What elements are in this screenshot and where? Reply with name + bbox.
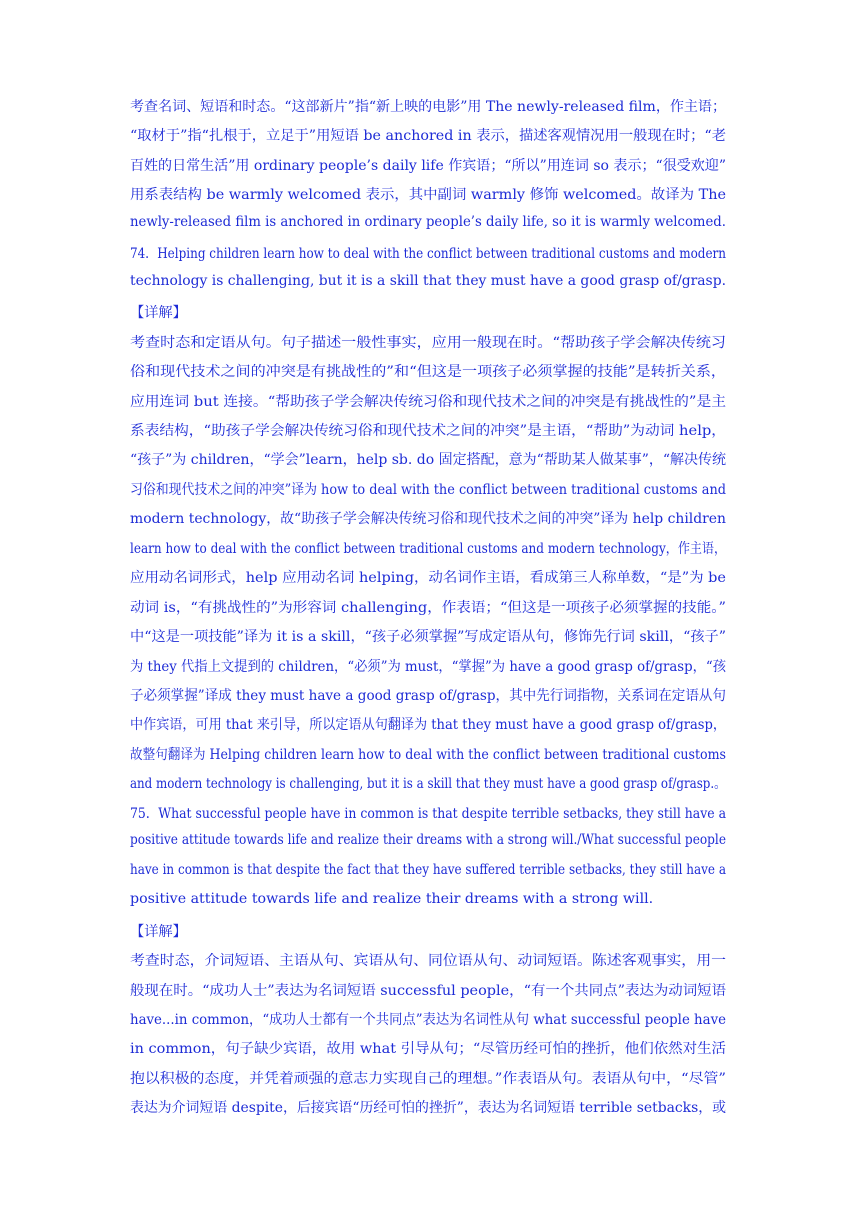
text-line: 百姓的日常生活”用 ordinary people’s daily life 作宾语；“所以”用连词 so 表示；“很受欢迎” [130,157,726,174]
text-line: 中“这是一项技能”译为 it is a skill，“孩子必须掌握”写成定语从句，修饰先行词 skill，“孩子” [130,629,726,646]
text-line: 【详解】 [130,923,187,940]
text-line: 应用连词 but 连接。“帮助孩子学会解决传统习俗和现代技术之间的冲突是有挑战性的”是主 [130,393,726,410]
text-line: 【详解】 [130,305,187,322]
text-line: 般现在时。“成功人士”表达为名词短语 successful people，“有一个共同点”表达为动词短语 [130,982,726,999]
text-line: have...in common，“成功人士都有一个共同点”表达为名词性从句 what successful people have [130,1011,726,1028]
text-line: 74．Helping children learn how to deal with the conflict between traditional customs and modern [130,246,726,263]
text-line: 习俗和现代技术之间的冲突”译为 how to deal with the conflict between traditional customs and [130,481,726,498]
text-line: “取材于”指“扎根于，立足于”用短语 be anchored in 表示，描述客观情况用一般现在时；“老 [130,128,726,145]
text-line: 俗和现代技术之间的冲突是有挑战性的”和“但这是一项孩子必须掌握的技能”是转折关系， [130,364,726,381]
text-line: 为 they 代指上文提到的 children，“必须”为 must，“掌握”为 have a good grasp of/grasp，“孩 [130,658,726,675]
text-line: newly-released film is anchored in ordinary people’s daily life, so it is warmly welcomed. [130,213,726,230]
text-line: 用系表结构 be warmly welcomed 表示，其中副词 warmly 修饰 welcomed。故译为 The [130,187,726,204]
text-line: 考查名词、短语和时态。“这部新片”指“新上映的电影”用 The newly-released film，作主语； [130,99,726,115]
text-line: modern technology，故“助孩子学会解决传统习俗和现代技术之间的冲突”译为 help children [130,511,726,528]
text-line: learn how to deal with the conflict between traditional customs and modern technology，作主语， [130,540,726,557]
text-line: 75．What successful people have in common is that despite terrible setbacks, they still have a [130,805,726,822]
text-line: positive attitude towards life and realize their dreams with a strong will./What successful people [130,832,726,849]
text-line: 动词 is，“有挑战性的”为形容词 challenging，作表语；“但这是一项孩子必须掌握的技能。” [130,599,726,616]
text-line: 抱以积极的态度，并凭着顽强的意志力实现自己的理想。”作表语从句。表语从句中，“尽管” [130,1070,726,1087]
text-line: 中作宾语，可用 that 来引导，所以定语从句翻译为 that they must have a good grasp of/grasp， [130,717,726,734]
text-line: in common，句子缺少宾语，故用 what 引导从句；“尽管历经可怕的挫折，他们依然对生活 [130,1041,726,1058]
text-line: 应用动名词形式，help 应用动名词 helping，动名词作主语，看成第三人称单数，“是”为 be [130,570,726,587]
text-line: 考查时态和定语从句。句子描述一般性事实，应用一般现在时。“帮助孩子学会解决传统习 [130,334,726,351]
text-line: 系表结构，“助孩子学会解决传统习俗和现代技术之间的冲突”是主语，“帮助”为动词 help， [130,422,726,439]
text-line: 表达为介词短语 despite，后接宾语“历经可怕的挫折”，表达为名词短语 terrible setbacks，或 [130,1100,726,1117]
text-line: 故整句翻译为 Helping children learn how to deal with the conflict between traditional customs [130,746,726,763]
text-line: and modern technology is challenging, but it is a skill that they must have a good grasp of/grasp.。 [130,776,726,793]
text-line: positive attitude towards life and realize their dreams with a strong will. [130,891,654,908]
text-line: “孩子”为 children，“学会”learn，help sb. do 固定搭配，意为“帮助某人做某事”，“解决传统 [130,452,726,469]
text-line: have in common is that despite the fact that they have suffered terrible setbacks, they still have a [130,861,726,878]
text-line: technology is challenging, but it is a skill that they must have a good grasp of/grasp. [130,272,726,289]
text-line: 考查时态，介词短语、主语从句、宾语从句、同位语从句、动词短语。陈述客观事实，用一 [130,953,726,970]
text-line: 子必须掌握”译成 they must have a good grasp of/grasp，其中先行词指物，关系词在定语从句 [130,688,726,704]
